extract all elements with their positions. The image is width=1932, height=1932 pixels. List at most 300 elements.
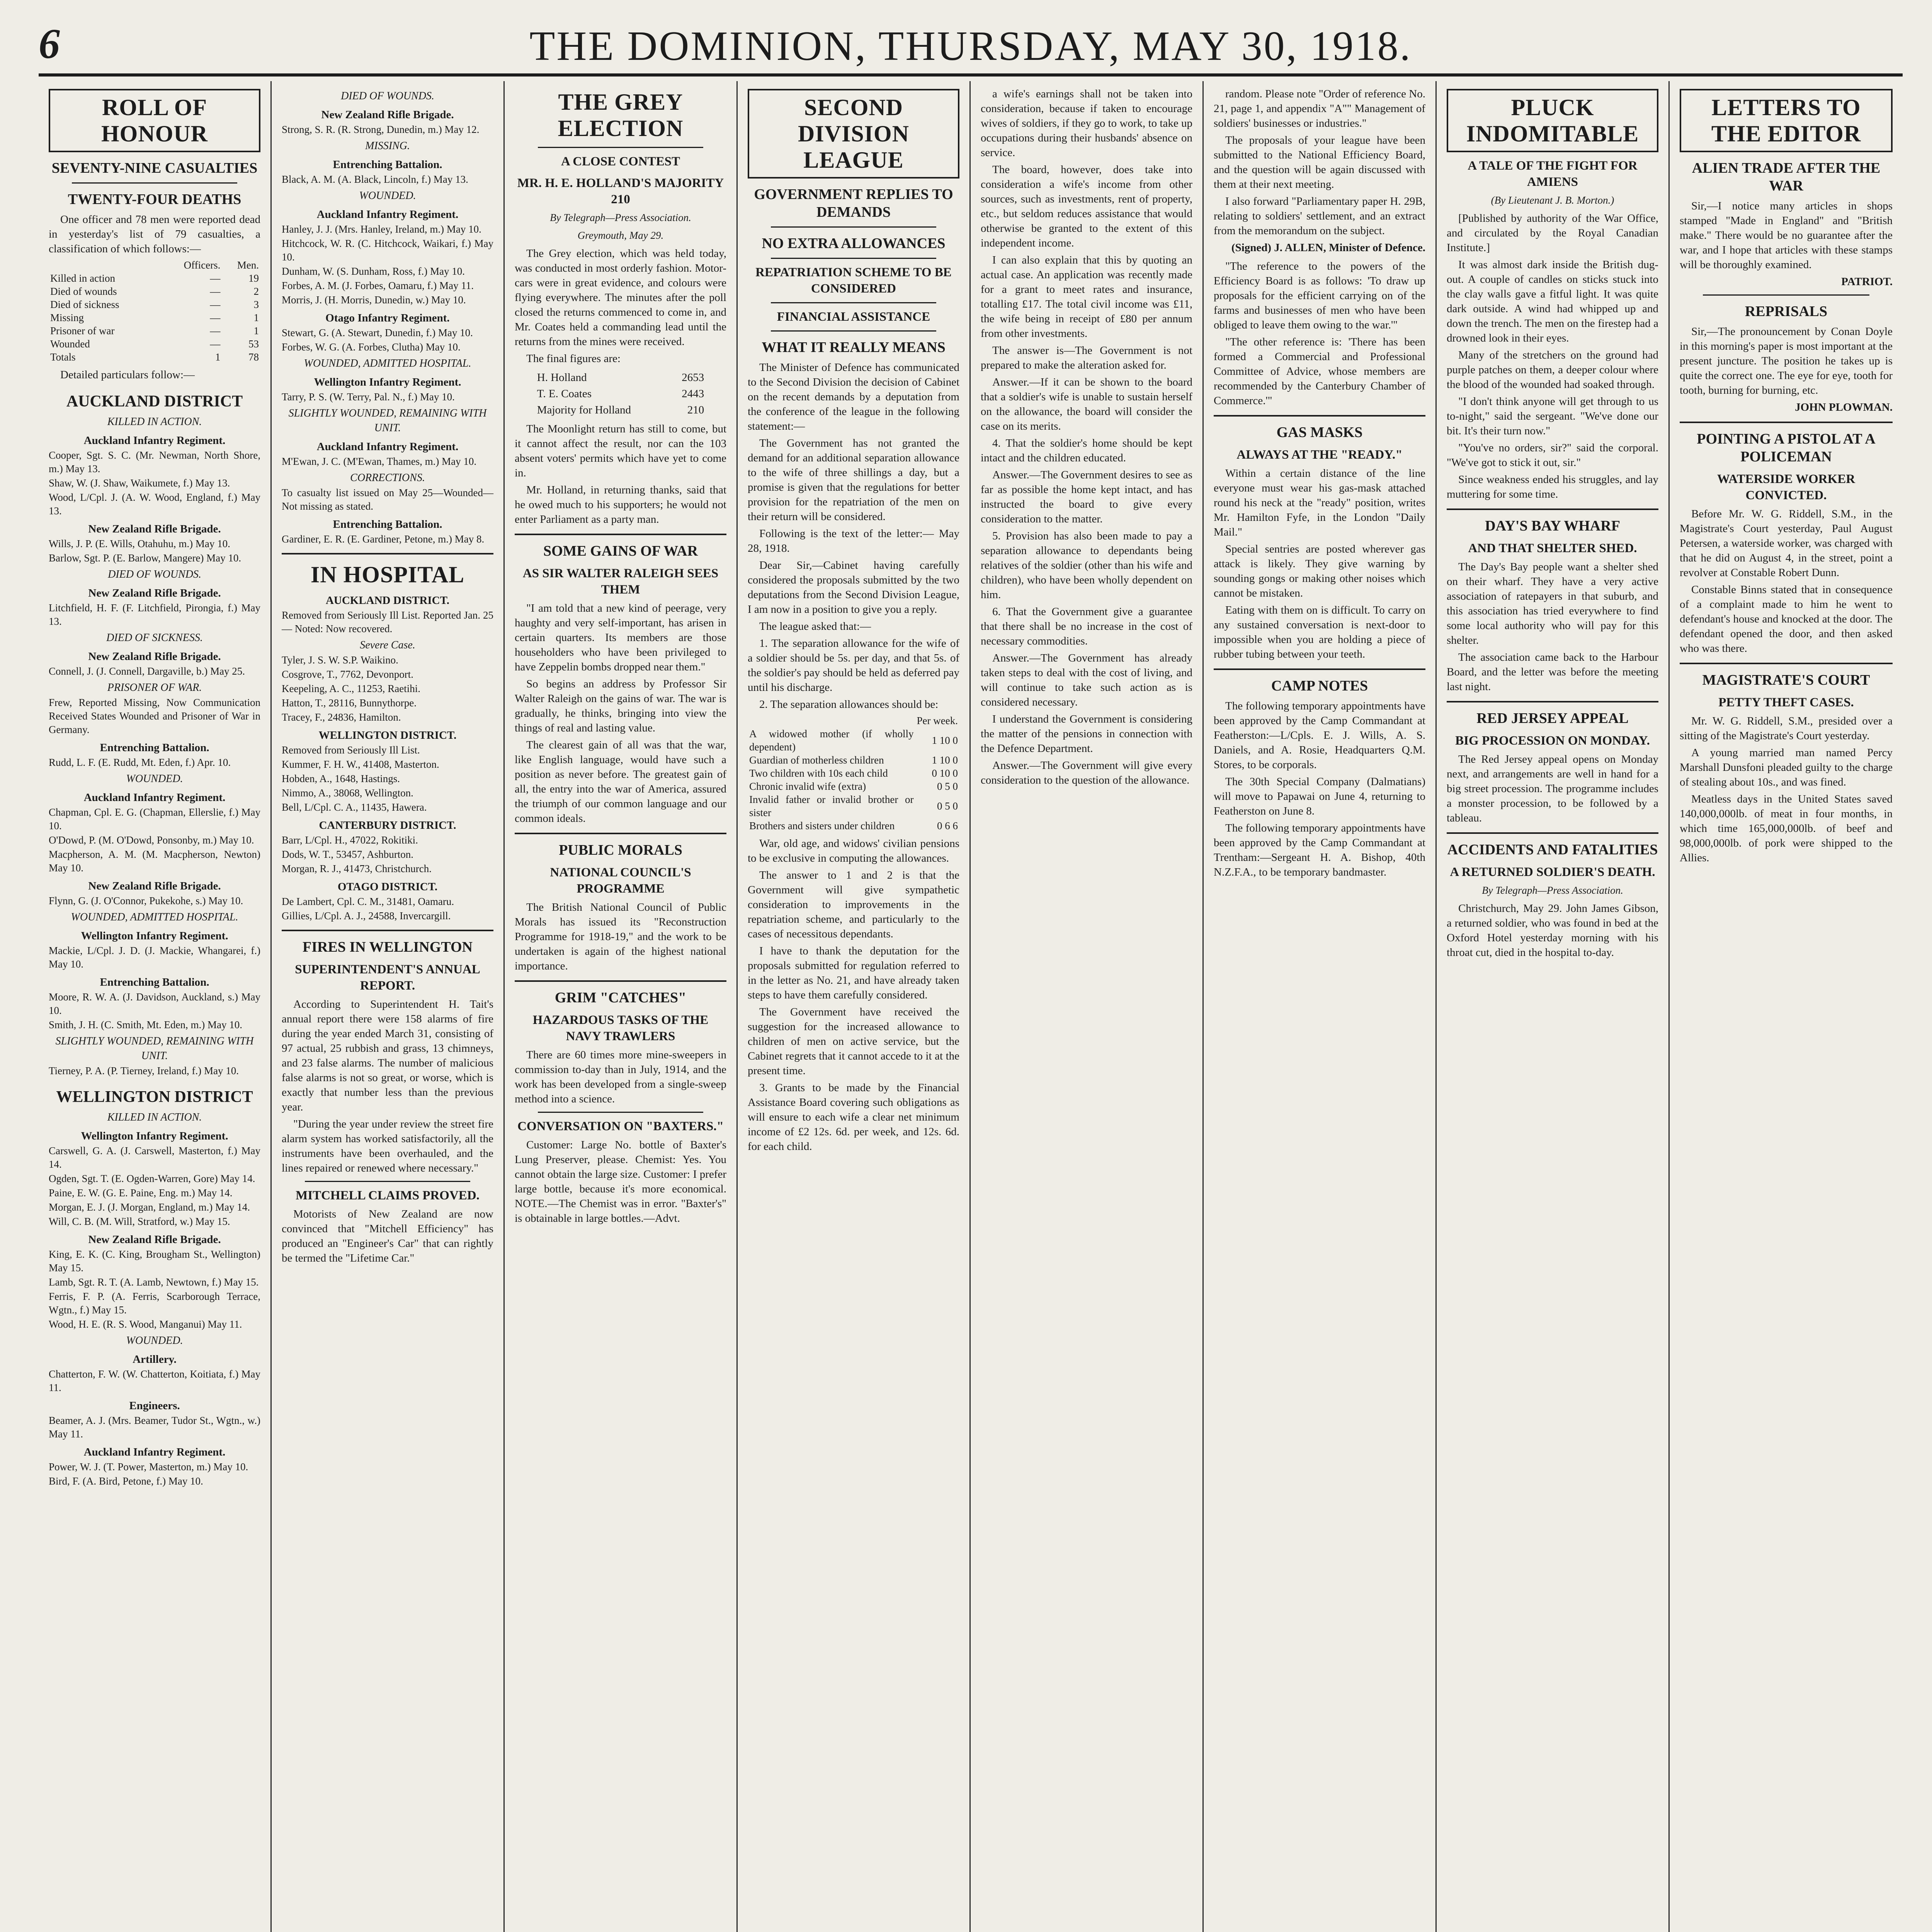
hospital-note: Removed from Seriously Ill List. [282, 744, 420, 756]
accidents-title: ACCIDENTS AND FATALITIES [1447, 842, 1658, 858]
article-paragraph: The following temporary appointments have been approved by the Camp Commandant at Featherston:—L/Cpls. E. J. Wills, A. S. Daniels, and A. Rosie, Headquarters Q.M. Stores, to be corporals. [1214, 700, 1425, 771]
article-paragraph: The board, however, does take into consideration a wife's income from other sources, such as investments, rent of property, etc., but seldom reduces assistance that would otherwise be granted to the extent of this independent income. [981, 163, 1192, 249]
table-row [49, 337, 260, 350]
public-morals-title: PUBLIC MORALS [559, 842, 682, 858]
deaths-heading: TWENTY-FOUR DEATHS [68, 191, 242, 207]
article-paragraph: "You've no orders, sir?" said the corporal. "We've got to stick it out, sir." [1447, 442, 1658, 469]
casualty-entry: Cooper, Sgt. S. C. (Mr. Newman, North Shore, m.) May 13. [49, 449, 260, 474]
unit-heading: Wellington Infantry Regiment. [81, 1130, 228, 1142]
table-cell: Totals [50, 351, 76, 363]
article-paragraph: Special sentries are posted wherever gas attack is likely. They give warning by sounding gongs or making other noises which cannot be mistaken. [1214, 543, 1425, 599]
in-hospital-title: IN HOSPITAL [310, 562, 465, 587]
category-heading: WOUNDED. [126, 773, 183, 785]
divider [282, 553, 493, 554]
divider [1447, 701, 1658, 702]
divider [771, 258, 936, 259]
days-bay-wharf-subtitle: AND THAT SHELTER SHED. [1468, 541, 1637, 555]
table-cell: Chronic invalid wife (extra) [749, 781, 866, 792]
article-paragraph: The British National Council of Public Morals has issued its "Reconstruction Programme for 1918-19," and the work to be undertaken is again of the highest national importance. [515, 901, 726, 972]
article-paragraph: Christchurch, May 29. John James Gibson, a returned soldier, who was found in bed at the Oxford Hotel yesterday morning with his throat cut, died in the hospital to-day. [1447, 902, 1658, 959]
table-cell: — [210, 325, 221, 337]
article-paragraph: I have to thank the deputation for the proposals submitted for regulation referred to in the letter as No. 21, and have already taken steps to have them carefully considered. [748, 945, 959, 1001]
article-paragraph: 1. The separation allowance for the wife of a soldier should be 5s. per day, and that 5s. of the soldier's pay should be held as deferred pay until his discharge. [748, 637, 959, 694]
article-paragraph: 2. The separation allowances should be: [759, 698, 939, 711]
article-paragraph: Eating with them on is difficult. To carry on any sustained conversation is next-door to impossible when you are holding a piece of rubber tubing between your teeth. [1214, 604, 1425, 660]
unit-heading: New Zealand Rifle Brigade. [88, 587, 221, 599]
column-2 [272, 81, 505, 1932]
majority-row [537, 402, 704, 418]
table-cell: Died of wounds [50, 286, 117, 297]
casualty-entry: Will, C. B. (M. Will, Stratford, w.) May 15. [49, 1216, 230, 1227]
accidents-subtitle: A RETURNED SOLDIER'S DEATH. [1450, 865, 1655, 879]
byline: By Telegraph—Press Association. [550, 212, 691, 223]
table-header-row [49, 259, 260, 272]
headline-deck: WHAT IT REALLY MEANS [762, 339, 946, 355]
category-heading: WOUNDED. [126, 1335, 183, 1347]
gas-masks-subtitle: ALWAYS AT THE "READY." [1236, 448, 1403, 462]
unit-heading: Wellington Infantry Regiment. [81, 930, 228, 942]
table-cell: Missing [50, 312, 84, 323]
casualty-entry: O'Dowd, P. (M. O'Dowd, Ponsonby, m.) May 10. [49, 834, 254, 846]
unit-heading: New Zealand Rifle Brigade. [88, 880, 221, 892]
table-cell: — [210, 286, 221, 297]
article-paragraph: Within a certain distance of the line everyone must wear his gas-mask attached round his neck at the "ready" position, writes Mr. Hamilton Fyfe, in the London "Daily Mail." [1214, 467, 1425, 538]
casualty-entry: Flynn, G. (J. O'Connor, Pukekohe, s.) May 10. [49, 895, 243, 906]
category-heading: DIED OF WOUNDS. [108, 568, 201, 580]
second-division-title: SECOND DIVISION LEAGUE [748, 89, 959, 179]
majority-value: 210 [687, 404, 704, 416]
casualty-entry: Power, W. J. (T. Power, Masterton, m.) May 10. [49, 1461, 248, 1473]
divider [72, 182, 237, 184]
casualty-entry: Ogden, Sgt. T. (E. Ogden-Warren, Gore) May 14. [49, 1173, 255, 1184]
page-columns [39, 81, 1903, 1932]
hospital-entry: Nimmo, A., 38068, Wellington. [282, 787, 413, 799]
article-paragraph: "I am told that a new kind of peerage, very haughty and very self-important, has arisen in certain quarters. Its members are those householders who have been privileged to have Zeppelin bombs dropped near them." [515, 602, 726, 673]
article-paragraph: Since weakness ended his struggles, and lay muttering for some time. [1447, 473, 1658, 500]
gains-title: SOME GAINS OF WAR [543, 543, 698, 559]
table-cell: 1 [253, 325, 259, 337]
unit-heading: New Zealand Rifle Brigade. [321, 109, 454, 121]
divider [771, 302, 936, 303]
table-cell: 0 10 0 [932, 767, 958, 779]
vote-count: 2443 [682, 388, 704, 400]
article-paragraph: So begins an address by Professor Sir Walter Raleigh on the gains of war. The war is gradually, he thinks, bringing into view the things of real and lasting value. [515, 678, 726, 734]
unit-heading: Auckland Infantry Regiment. [83, 791, 226, 804]
byline: (By Lieutenant J. B. Morton.) [1491, 194, 1614, 206]
casualty-entry: King, E. K. (C. King, Brougham St., Wellington) May 15. [49, 1248, 260, 1274]
table-row [49, 285, 260, 298]
divider [1447, 832, 1658, 834]
article-paragraph: Constable Binns stated that in consequence of a complaint made to him he went to defendant's house and knocked at the door. The defendant opened the door, and then asked who was there. [1680, 583, 1893, 655]
article-paragraph: Answer.—The Government will give every consideration to the question of the allowance. [981, 759, 1192, 786]
article-paragraph: Meatless days in the United States saved 140,000,000lb. of meat in four months, in which time 165,000,000lb. of beef and 98,000,000lb. of pork were shipped to the Allies. [1680, 793, 1893, 864]
grey-election-title: THE GREY ELECTION [558, 89, 684, 141]
public-morals-subtitle: NATIONAL COUNCIL'S PROGRAMME [550, 866, 691, 896]
article-paragraph: "The reference to the powers of the Efficiency Board is as follows: 'To draw up proposals for the efficient carrying on of the farms and businesses of men who have been obliged to leave them owing to the war.'" [1214, 260, 1425, 331]
poll-results [536, 369, 705, 418]
letter-paragraph: Sir,—The pronouncement by Conan Doyle in this morning's paper is most important at the present juncture. The position he takes up is quite the correct one. The eye for eye, tooth for tooth, burning for burning, etc. [1680, 325, 1893, 396]
auckland-district-heading: AUCKLAND DISTRICT [66, 393, 243, 410]
casualty-entry: Litchfield, H. F. (F. Litchfield, Pirongia, f.) May 13. [49, 602, 260, 627]
table-cell: 0 5 0 [937, 781, 958, 792]
table-cell: Died of sickness [50, 299, 119, 310]
casualty-entry: Chapman, Cpl. E. G. (Chapman, Ellerslie, f.) May 10. [49, 806, 260, 832]
casualty-entry: Beamer, A. J. (Mrs. Beamer, Tudor St., Wgtn., w.) May 11. [49, 1415, 260, 1440]
column-3 [505, 81, 738, 1932]
article-paragraph: Answer.—The Government desires to see as far as possible the home kept intact, and has instructed the board to give every consideration to the matter. [981, 469, 1192, 525]
fires-subtitle: SUPERINTENDENT'S ANNUAL REPORT. [295, 963, 480, 993]
casualty-entry: Tarry, P. S. (W. Terry, Pal. N., f.) May 10. [282, 391, 455, 403]
category-heading: WOUNDED, ADMITTED HOSPITAL. [71, 911, 238, 923]
headline-deck: FINANCIAL ASSISTANCE [777, 310, 930, 324]
days-bay-wharf-title: DAY'S BAY WHARF [1485, 518, 1620, 534]
table-cell: — [210, 338, 221, 350]
divider [1680, 663, 1893, 664]
advertisement-text: Motorists of New Zealand are now convinced that "Mitchell Efficiency" has produced an "Engineer's Car" that can rightly be termed the "Lifetime Car." [282, 1208, 493, 1264]
article-note: [Published by authority of the War Office, and circulated by the Royal Canadian Institute.] [1447, 212, 1658, 254]
casualty-entry: Wood, H. E. (R. S. Wood, Manganui) May 11. [49, 1318, 242, 1330]
hospital-note: Removed from Seriously Ill List. Reported Jan. 25 — Noted: Now recovered. [282, 609, 493, 634]
category-heading: DIED OF WOUNDS. [341, 90, 434, 102]
roll-of-honour-title: ROLL OF HONOUR [49, 89, 260, 152]
article-paragraph: According to Superintendent H. Tait's annual report there were 158 alarms of fire during the year ended March 31, consisting of 97 actual, 25 rubbish and grass, 13 chimneys, and 23 false alarms. The number of malicious false alarms is not so great, or worse, which is exactly that number less than the previous year. [282, 998, 493, 1113]
candidate-name: T. E. Coates [537, 388, 592, 400]
masthead [39, 15, 1903, 77]
table-header-cell [49, 259, 160, 272]
article-paragraph: The answer is—The Government is not prepared to make the alteration asked for. [981, 344, 1192, 371]
divider [1703, 294, 1869, 296]
table-cell: 0 6 6 [937, 820, 958, 832]
article-paragraph: 6. That the Government give a guarantee that there shall be no increase in the cost of necessary commodities. [981, 605, 1192, 647]
article-paragraph: The following temporary appointments have been approved by the Camp Commandant at Trentham:—Sergeant H. A. Bishop, 40th N.Z.F.A., to be temporary bandmaster. [1214, 822, 1425, 878]
hospital-entry: Tracey, F., 24836, Hamilton. [282, 711, 401, 723]
casualty-entry: Morris, J. (H. Morris, Dunedin, w.) May 10. [282, 294, 466, 306]
category-heading: MISSING. [365, 140, 410, 152]
article-paragraph: The clearest gain of all was that the war, like English language, would have such a position as never before. The greatest gain of all, the entry into the war of America, assured the triumph of our common language and our common ideals. [515, 739, 726, 825]
table-cell: A widowed mother (if wholly dependent) [749, 728, 914, 753]
article-paragraph: The association came back to the Harbour Board, and the letter was before the meeting last night. [1447, 651, 1658, 693]
table-cell: — [210, 299, 221, 310]
district-heading: WELLINGTON DISTRICT. [318, 729, 457, 742]
unit-heading: Auckland Infantry Regiment. [316, 440, 459, 453]
column-4 [738, 81, 971, 1932]
category-heading: CORRECTIONS. [350, 472, 425, 484]
category-heading: Severe Case. [360, 639, 415, 651]
unit-heading: Auckland Infantry Regiment. [316, 208, 459, 221]
column-7 [1437, 81, 1670, 1932]
article-paragraph: Many of the stretchers on the ground had purple patches on them, a deeper colour where the blood of the wounded had soaked through. [1447, 349, 1658, 391]
table-cell: Two children with 10s each child [749, 767, 888, 779]
hospital-entry: Keepeling, A. C., 11253, Raetihi. [282, 683, 420, 694]
casualty-entry: Moore, R. W. A. (J. Davidson, Auckland, s.) May 10. [49, 991, 260, 1016]
divider [1214, 668, 1425, 670]
divider [771, 226, 936, 228]
district-heading: CANTERBURY DISTRICT. [319, 819, 456, 832]
divider [771, 330, 936, 332]
fires-title: FIRES IN WELLINGTON [303, 939, 473, 955]
red-jersey-title: RED JERSEY APPEAL [1476, 710, 1629, 726]
table-row [748, 767, 959, 780]
table-row [748, 793, 959, 819]
article-paragraph: The Red Jersey appeal opens on Monday next, and arrangements are well in hand for a big street procession. The programme includes a monster procession, to be followed by a tableau. [1447, 753, 1658, 824]
table-cell: 1 10 0 [932, 754, 958, 766]
divider [1214, 415, 1425, 417]
table-cell: 53 [248, 338, 259, 350]
casualty-entry: Black, A. M. (A. Black, Lincoln, f.) May 13. [282, 173, 468, 185]
column-6 [1204, 81, 1437, 1932]
hospital-entry: Cosgrove, T., 7762, Devonport. [282, 668, 413, 680]
article-paragraph: random. Please note "Order of reference No. 21, page 1, and appendix "A"" Management of soldiers' businesses or industries." [1214, 88, 1425, 129]
article-paragraph: Following is the text of the letter:— May 28, 1918. [748, 527, 959, 554]
byline: By Telegraph—Press Association. [1482, 884, 1623, 896]
wellington-district-heading: WELLINGTON DISTRICT [56, 1088, 253, 1106]
casualty-entry: Mackie, L/Cpl. J. D. (J. Mackie, Whangarei, f.) May 10. [49, 945, 260, 970]
casualty-entry: Ferris, F. P. (A. Ferris, Scarborough Terrace, Wgtn., f.) May 15. [49, 1291, 260, 1316]
table-cell: — [210, 272, 221, 284]
casualty-entry: Lamb, Sgt. R. T. (A. Lamb, Newtown, f.) May 15. [49, 1276, 259, 1288]
category-heading: SLIGHTLY WOUNDED, REMAINING WITH UNIT. [288, 407, 487, 434]
table-header-row [748, 714, 959, 727]
casualty-entry: Connell, J. (J. Connell, Dargaville, b.) May 25. [49, 665, 245, 677]
article-paragraph: Dear Sir,—Cabinet having carefully considered the proposals submitted by the two deputations from the Second Division League, I am now in a position to give you a reply. [748, 559, 959, 616]
article-paragraph: I understand the Government is considering the matter of the pensions in connection with the Defence Department. [981, 713, 1192, 755]
magistrates-court-title: MAGISTRATE'S COURT [1702, 672, 1870, 688]
casualty-entry: Chatterton, F. W. (W. Chatterton, Koitiata, f.) May 11. [49, 1368, 260, 1393]
table-header-cell [748, 714, 915, 727]
red-jersey-subtitle: BIG PROCESSION ON MONDAY. [1455, 734, 1650, 748]
table-cell: 1 10 0 [932, 735, 958, 746]
table-row [748, 780, 959, 793]
hospital-entry: De Lambert, Cpl. C. M., 31481, Oamaru. [282, 896, 454, 907]
article-paragraph: 3. Grants to be made by the Financial Assistance Board covering such obligations as will ensure to each wife a clear net minimum income of £2 12s. 6d. per week, and 12s. 6d. for each child. [748, 1082, 959, 1153]
table-row [49, 272, 260, 285]
table-cell: Prisoner of war [50, 325, 115, 337]
article-paragraph: "The other reference is: 'There has been formed a Commercial and Professional Committee of Advice, whose members are recommended by the Canterbury Chamber of Commerce.'" [1214, 336, 1425, 407]
article-paragraph: "I don't think anyone will get through to us to-night," said the sergeant. "We've done our bit. It's their turn now." [1447, 395, 1658, 437]
casualty-entry: Dunham, W. (S. Dunham, Ross, f.) May 10. [282, 265, 465, 277]
headline-deck: NO EXTRA ALLOWANCES [762, 235, 946, 252]
article-paragraph: 4. That the soldier's home should be kept intact and the children educated. [981, 437, 1192, 464]
category-heading: PRISONER OF WAR. [107, 682, 202, 694]
district-heading: AUCKLAND DISTRICT. [325, 594, 450, 607]
unit-heading: Entrenching Battalion. [100, 742, 209, 754]
page-number: 6 [39, 20, 60, 67]
table-cell: Killed in action [50, 272, 115, 284]
hospital-entry: Barr, L/Cpl. H., 47022, Rokitiki. [282, 834, 418, 846]
newspaper-title: THE DOMINION, THURSDAY, MAY 30, 1918. [529, 23, 1412, 69]
divider [538, 147, 703, 148]
headline-deck: GOVERNMENT REPLIES TO DEMANDS [754, 186, 953, 220]
category-heading: DIED OF SICKNESS. [106, 632, 203, 644]
casualties-heading: SEVENTY-NINE CASUALTIES [51, 160, 258, 176]
table-row [748, 727, 959, 753]
casualty-entry: Paine, E. W. (G. E. Paine, Eng. m.) May 14. [49, 1187, 233, 1199]
table-row [49, 324, 260, 337]
letter-title: ALIEN TRADE AFTER THE WAR [1692, 160, 1881, 194]
casualty-entry: Forbes, W. G. (A. Forbes, Clutha) May 10. [282, 341, 461, 353]
column-8 [1670, 81, 1903, 1932]
divider [305, 1181, 470, 1182]
article-paragraph: The Government has not granted the demand for an additional separation allowance to the wife of three shillings a day, but a promise is given that the regulations for better provision for the repatriation of the men on their return will be considered. [748, 437, 959, 523]
article-paragraph: I can also explain that this by quoting an actual case. An application was recently made for a grant to meet rates and insurance, totalling £17. The total civil income was £11, the wife being in receipt of £80 per annum from other investments. [981, 254, 1192, 340]
divider [1680, 422, 1893, 423]
pistol-title: POINTING A PISTOL AT A POLICEMAN [1697, 431, 1876, 465]
article-paragraph: The 30th Special Company (Dalmatians) will move to Papawai on June 4, returning to Featherston on June 8. [1214, 776, 1425, 817]
signature-line: (Signed) J. ALLEN, Minister of Defence. [1231, 242, 1425, 254]
table-cell: Brothers and sisters under children [749, 820, 895, 832]
hospital-entry: Dods, W. T., 53457, Ashburton. [282, 849, 414, 860]
article-paragraph: Answer.—The Government has already taken steps to deal with the cost of living, and will continue to take such action as is considered necessary. [981, 652, 1192, 708]
article-paragraph: War, old age, and widows' civilian pensions to be exclusive in computing the allowances. [748, 837, 959, 864]
district-heading: OTAGO DISTRICT. [337, 881, 438, 893]
table-cell: 3 [253, 299, 259, 310]
letter-paragraph: Sir,—I notice many articles in shops stamped "Made in England" and "British make." There would be no guarantee after the war, and I hope that articles with these stamps will be thoroughly examined. [1680, 200, 1893, 271]
headline-deck: REPATRIATION SCHEME TO BE CONSIDERED [755, 265, 952, 296]
magistrates-court-subtitle: PETTY THEFT CASES. [1718, 696, 1854, 709]
unit-heading: Entrenching Battalion. [333, 158, 442, 171]
letters-title: LETTERS TO THE EDITOR [1680, 89, 1893, 152]
casualty-entry: Macpherson, A. M. (M. Macpherson, Newton) May 10. [49, 849, 260, 874]
article-paragraph: The league asked that:— [759, 620, 871, 633]
table-row [49, 311, 260, 324]
grey-election-subtitle: A CLOSE CONTEST [561, 155, 680, 168]
poll-row [537, 386, 704, 401]
casualty-entry: M'Ewan, J. C. (M'Ewan, Thames, m.) May 10. [282, 456, 477, 467]
divider [538, 1112, 703, 1113]
category-heading: WOUNDED. [359, 190, 416, 202]
unit-heading: New Zealand Rifle Brigade. [88, 650, 221, 663]
category-heading: WOUNDED, ADMITTED HOSPITAL. [304, 357, 471, 369]
grim-catches-title: GRIM "CATCHES" [554, 990, 687, 1006]
casualty-entry: Barlow, Sgt. P. (E. Barlow, Mangere) May 10. [49, 552, 242, 564]
table-header-cell: Men. [237, 259, 259, 271]
category-heading: KILLED IN ACTION. [107, 416, 202, 428]
casualty-entry: Stewart, G. (A. Stewart, Dunedin, f.) May 10. [282, 327, 473, 338]
article-paragraph: The Minister of Defence has communicated to the Second Division the decision of Cabinet on the recent demands by a deputation from the conference of the league in the following statement:— [748, 361, 959, 432]
letter-title: REPRISALS [1745, 303, 1828, 320]
majority-heading: MR. H. E. HOLLAND'S MAJORITY 210 [517, 176, 724, 206]
casualty-entry: Carswell, G. A. (J. Carswell, Masterton, f.) May 14. [49, 1145, 260, 1170]
hospital-entry: Bell, L/Cpl. C. A., 11435, Hawera. [282, 801, 427, 813]
casualty-entry: Hanley, J. J. (Mrs. Hanley, Ireland, m.) May 10. [282, 223, 481, 235]
table-total-row [49, 350, 260, 364]
casualty-entry: Forbes, A. M. (J. Forbes, Oamaru, f.) May 11. [282, 280, 474, 291]
table-cell: 2 [253, 286, 259, 297]
table-cell: Wounded [50, 338, 90, 350]
casualty-entry: Morgan, E. J. (J. Morgan, England, m.) May 14. [49, 1201, 250, 1213]
table-row [748, 753, 959, 767]
unit-heading: Artillery. [133, 1353, 177, 1366]
unit-heading: Entrenching Battalion. [100, 976, 209, 988]
article-paragraph: It was almost dark inside the British dug-out. A couple of candles on sticks stuck into the clay walls gave a fitful light. It was quite dark outside. A wind had whipped up and down the trench. The men on the firestep had a drowned look in their eyes. [1447, 259, 1658, 344]
details-note: Detailed particulars follow:— [60, 369, 195, 381]
hospital-entry: Tyler, J. S. W. S.P. Waikino. [282, 654, 398, 666]
hospital-entry: Hatton, T., 28116, Bunnythorpe. [282, 697, 417, 709]
casualty-entry: Frew, Reported Missing, Now Communication Received States Wounded and Prisoner of War in Germany. [49, 697, 260, 735]
article-paragraph: The Day's Bay people want a shelter shed on their wharf. They have a very active association of ratepayers in that suburb, and this association has tried everywhere to find some local authority who will pay for this shelter. [1447, 561, 1658, 646]
article-paragraph: The answer to 1 and 2 is that the Government will give sympathetic consideration to improvements in the repatriation scheme, and particularly to the cases of necessitous dependants. [748, 869, 959, 940]
casualty-entry: Shaw, W. (J. Shaw, Waikumete, f.) May 13. [49, 477, 230, 489]
unit-heading: Otago Infantry Regiment. [325, 312, 450, 324]
unit-heading: New Zealand Rifle Brigade. [88, 1233, 221, 1246]
vote-count: 2653 [682, 371, 704, 384]
unit-heading: Entrenching Battalion. [333, 518, 442, 531]
article-paragraph: Answer.—If it can be shown to the board that a soldier's wife is unable to sustain herself on the allowance, the board will consider the case on its merits. [981, 376, 1192, 432]
hospital-entry: Kummer, F. H. W., 41408, Masterton. [282, 759, 439, 770]
dateline: Greymouth, May 29. [577, 230, 664, 241]
hospital-entry: Hobden, A., 1648, Hastings. [282, 773, 400, 784]
category-heading: KILLED IN ACTION. [107, 1111, 202, 1123]
article-paragraph: A young married man named Percy Marshall Dunsfoni pleaded guilty to the charge of stealing about 10s., and was fined. [1680, 747, 1893, 788]
article-paragraph: The proposals of your league have been submitted to the National Efficiency Board, and the question will be again discussed with them at their next meeting. [1214, 134, 1425, 190]
pluck-indomitable-title: PLUCK INDOMITABLE [1447, 89, 1658, 152]
table-header-cell: Officers. [184, 259, 221, 271]
camp-notes-title: CAMP NOTES [1271, 678, 1368, 694]
grim-catches-subtitle: HAZARDOUS TASKS OF THE NAVY TRAWLERS [532, 1013, 709, 1043]
article-paragraph: The Government have received the suggestion for the increased allowance to children of men on active service, but the Cabinet regrets that it cannot accede to it at the present time. [748, 1006, 959, 1077]
table-cell: Invalid father or invalid brother or sister [749, 794, 914, 818]
article-paragraph: 5. Provision has also been made to pay a separation allowance to dependants being relatives of the soldier (other than his wife and children), who have been wholly dependent on him. [981, 530, 1192, 601]
letter-signature: PATRIOT. [1841, 276, 1893, 288]
hospital-entry: Morgan, R. J., 41473, Christchurch. [282, 863, 432, 874]
hospital-entry: Gillies, L/Cpl. A. J., 24588, Invercargill. [282, 910, 451, 922]
article-paragraph: The Grey election, which was held today, was conducted in most orderly fashion. Motor-cars were in great evidence, and colours were flying everywhere. The minutes after the poll closed the returns commenced to come in, and Mr. Coates held a commanding lead until the returns from the mines were received. [515, 247, 726, 348]
article-paragraph: The final figures are: [526, 352, 621, 365]
unit-heading: New Zealand Rifle Brigade. [88, 523, 221, 535]
table-header-cell: Per week. [917, 715, 958, 726]
divider [515, 534, 726, 535]
casualty-entry: Bird, F. (A. Bird, Petone, f.) May 10. [49, 1475, 203, 1487]
casualty-entry: Rudd, L. F. (E. Rudd, Mt. Eden, f.) Apr. 10. [49, 757, 231, 768]
baxters-title: CONVERSATION ON "BAXTERS." [517, 1119, 724, 1133]
divider [515, 980, 726, 982]
allowance-table [748, 714, 959, 832]
letter-signature: JOHN PLOWMAN. [1795, 401, 1893, 413]
casualty-entry: Strong, S. R. (R. Strong, Dunedin, m.) May 12. [282, 124, 480, 135]
article-paragraph: Mr. W. G. Riddell, S.M., presided over a sitting of the Magistrate's Court yesterday. [1680, 715, 1893, 742]
table-row [49, 298, 260, 311]
table-cell: Guardian of motherless children [749, 754, 884, 766]
article-paragraph: The Moonlight return has still to come, but it cannot affect the result, nor can the 103 absent voters' permits which have yet to come in. [515, 423, 726, 479]
category-heading: SLIGHTLY WOUNDED, REMAINING WITH UNIT. [55, 1035, 254, 1062]
table-row [748, 819, 959, 832]
casualty-entry: Tierney, P. A. (P. Tierney, Ireland, f.) May 10. [49, 1065, 239, 1077]
divider [1447, 509, 1658, 510]
article-paragraph: There are 60 times more mine-sweepers in commission to-day than in July, 1914, and the work has been developed from a single-sweep method into a science. [515, 1049, 726, 1105]
casualty-entry: Hitchcock, W. R. (C. Hitchcock, Waikari, f.) May 10. [282, 238, 493, 263]
casualty-table [49, 259, 260, 364]
table-cell: 0 5 0 [937, 800, 958, 812]
majority-label: Majority for Holland [537, 404, 631, 416]
poll-row [537, 370, 704, 385]
casualty-entry: Gardiner, E. R. (E. Gardiner, Petone, m.) May 8. [282, 533, 485, 545]
table-cell: 19 [248, 272, 259, 284]
unit-heading: Auckland Infantry Regiment. [83, 1446, 226, 1458]
unit-heading: Wellington Infantry Regiment. [314, 376, 461, 388]
candidate-name: H. Holland [537, 371, 587, 384]
unit-heading: Engineers. [129, 1400, 180, 1412]
roll-intro: One officer and 78 men were reported dead in yesterday's list of 79 casualties, a classification of which follows:— [49, 213, 260, 255]
table-cell: 78 [248, 351, 259, 363]
divider [282, 930, 493, 931]
casualty-entry: Wills, J. P. (E. Wills, Otahuhu, m.) May 10. [49, 538, 230, 549]
mitchell-title: MITCHELL CLAIMS PROVED. [296, 1189, 480, 1202]
pluck-indomitable-subtitle: A TALE OF THE FIGHT FOR AMIENS [1468, 159, 1638, 189]
table-cell: — [210, 312, 221, 323]
table-cell: 1 [215, 351, 221, 363]
article-paragraph: Before Mr. W. G. Riddell, S.M., in the Magistrate's Court yesterday, Paul August Petersen, a waterside worker, was charged with that he did on August 4, in the street, point a revolver at Constable Robert Dunn. [1680, 508, 1893, 579]
column-1 [39, 81, 272, 1932]
